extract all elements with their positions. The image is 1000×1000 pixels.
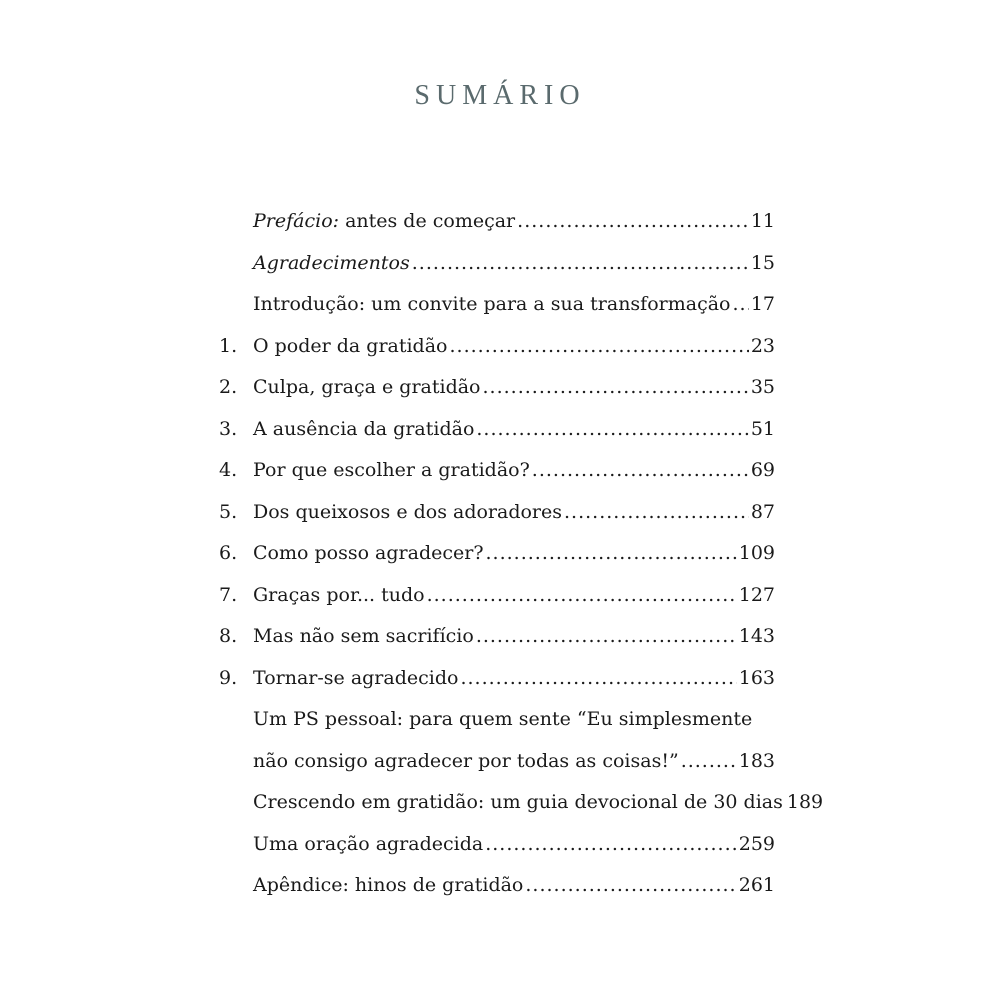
toc-entry bbox=[213, 658, 775, 700]
entry-title: Crescendo em gratidão: um guia devocional de 30 dias bbox=[253, 791, 783, 814]
toc-entry bbox=[213, 450, 775, 492]
dot-leader bbox=[564, 503, 749, 522]
toc-entry bbox=[213, 865, 775, 907]
entry-title: Mas não sem sacrifício bbox=[253, 625, 474, 648]
page-number: 259 bbox=[738, 832, 775, 855]
dot-leader bbox=[476, 627, 737, 646]
chapter-number: 9. bbox=[219, 666, 238, 689]
dot-leader bbox=[517, 212, 749, 231]
entry-title: O poder da gratidão bbox=[253, 334, 448, 357]
dot-leader bbox=[486, 544, 737, 563]
entry-title: Introdução: um convite para a sua transformação bbox=[253, 293, 731, 316]
entry-title: antes de começar bbox=[339, 210, 516, 233]
dot-leader bbox=[412, 254, 749, 273]
dot-leader bbox=[485, 835, 737, 854]
chapter-number: 3. bbox=[219, 417, 238, 440]
toc-entry-continued bbox=[213, 699, 775, 741]
page-title: SUMÁRIO bbox=[414, 80, 586, 111]
entry-title-italic: Agradecimentos bbox=[253, 251, 410, 274]
page-number: 15 bbox=[750, 251, 775, 274]
entry-title: Graças por... tudo bbox=[253, 583, 425, 606]
entry-title: Um PS pessoal: para quem sente “Eu simplesmente bbox=[253, 708, 753, 731]
entry-title: não consigo agradecer por todas as coisas!” bbox=[253, 749, 679, 772]
chapter-number: 7. bbox=[219, 583, 238, 606]
entry-title: Dos queixosos e dos adoradores bbox=[253, 500, 563, 523]
page-number: 183 bbox=[738, 749, 775, 772]
dot-leader bbox=[460, 669, 736, 688]
chapter-number: 5. bbox=[219, 500, 238, 523]
toc-entry bbox=[213, 782, 824, 824]
page-number: 11 bbox=[750, 210, 775, 233]
toc-entry bbox=[213, 824, 775, 866]
dot-leader bbox=[733, 295, 749, 314]
table-of-contents bbox=[213, 201, 824, 907]
chapter-number: 2. bbox=[219, 376, 238, 399]
dot-leader bbox=[427, 586, 737, 605]
toc-entry bbox=[213, 741, 775, 783]
toc-entry bbox=[213, 284, 775, 326]
toc-entry bbox=[213, 326, 775, 368]
page-number: 189 bbox=[786, 791, 824, 814]
toc-entry bbox=[213, 575, 775, 617]
entry-title-italic: Prefácio: bbox=[253, 210, 340, 233]
page-number: 51 bbox=[750, 417, 775, 440]
chapter-number: 4. bbox=[219, 459, 238, 482]
toc-entry bbox=[213, 243, 775, 285]
toc-entry bbox=[213, 201, 775, 243]
entry-title: A ausência da gratidão bbox=[253, 417, 475, 440]
toc-entry bbox=[213, 367, 775, 409]
page-number: 69 bbox=[750, 459, 775, 482]
dot-leader bbox=[476, 420, 748, 439]
chapter-number: 6. bbox=[219, 542, 238, 565]
page-number: 17 bbox=[750, 293, 775, 316]
toc-entry bbox=[213, 492, 775, 534]
entry-title: Culpa, graça e gratidão bbox=[253, 376, 481, 399]
entry-title: Uma oração agradecida bbox=[253, 832, 484, 855]
chapter-number: 1. bbox=[219, 334, 238, 357]
entry-title: Apêndice: hinos de gratidão bbox=[253, 874, 524, 897]
dot-leader bbox=[450, 337, 749, 356]
toc-entry bbox=[213, 533, 775, 575]
page-number: 163 bbox=[738, 666, 775, 689]
page-number: 143 bbox=[738, 625, 775, 648]
page-number: 261 bbox=[738, 874, 775, 897]
chapter-number: 8. bbox=[219, 625, 238, 648]
page-number: 35 bbox=[750, 376, 775, 399]
toc-entry bbox=[213, 616, 775, 658]
entry-title: Como posso agradecer? bbox=[253, 542, 484, 565]
page-number: 87 bbox=[750, 500, 775, 523]
page-number: 127 bbox=[738, 583, 775, 606]
dot-leader bbox=[681, 752, 737, 771]
toc-entry bbox=[213, 409, 775, 451]
dot-leader bbox=[525, 876, 736, 895]
page-number: 23 bbox=[750, 334, 775, 357]
entry-title: Tornar-se agradecido bbox=[253, 666, 459, 689]
entry-title: Por que escolher a gratidão? bbox=[253, 459, 530, 482]
page-number: 109 bbox=[738, 542, 775, 565]
dot-leader bbox=[532, 461, 749, 480]
dot-leader bbox=[483, 378, 749, 397]
